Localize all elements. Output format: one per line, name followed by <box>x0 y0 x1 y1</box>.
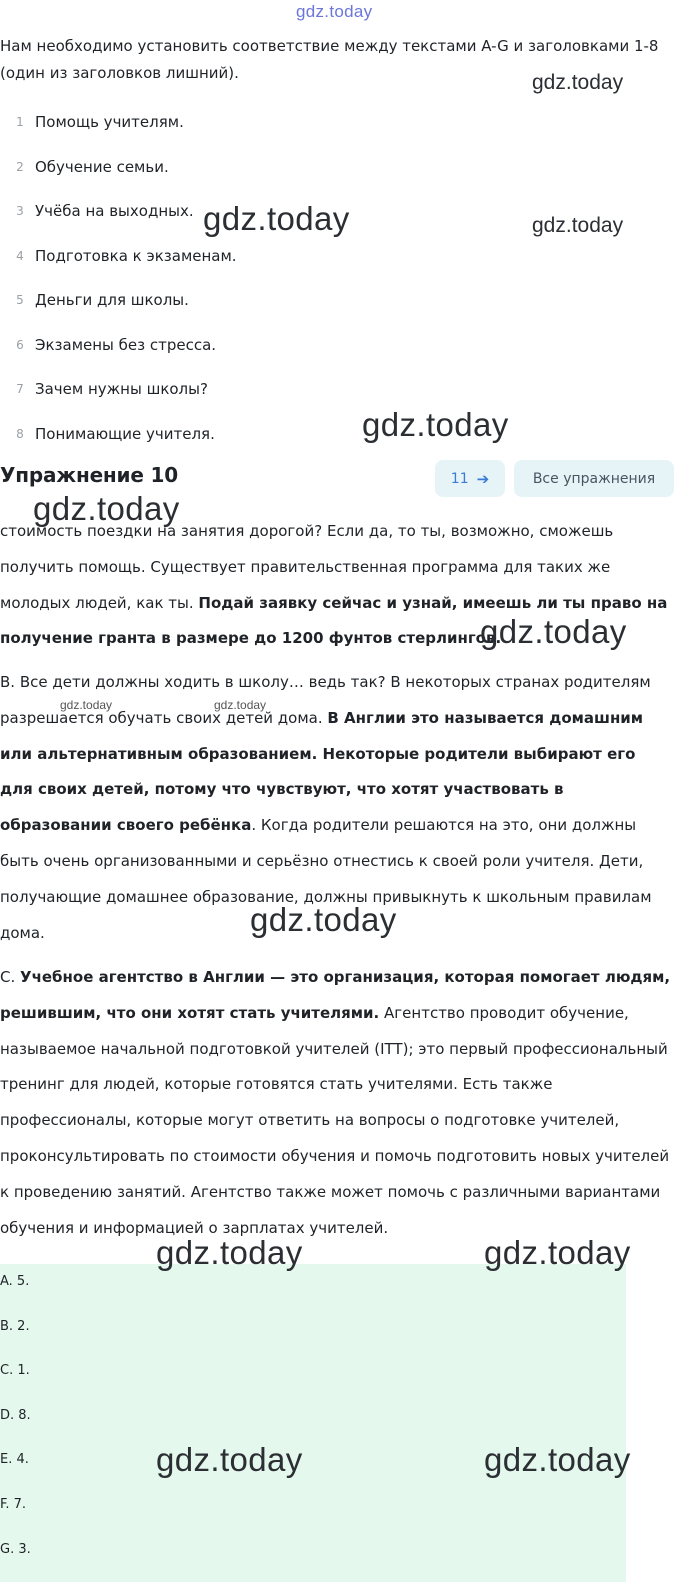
list-text: Обучение семьи. <box>35 157 169 176</box>
watermark: gdz.today <box>532 214 624 237</box>
list-text: Учёба на выходных. <box>35 202 194 221</box>
next-exercise-button[interactable] <box>435 460 505 497</box>
text-c-plain: Агентство проводит обучение, называемое начальной подготовкой учителей (ITT); это первый профессиональный тренинг для людей, которые готовятся стать учителями. Есть также профессионалы, которые могут ответить на вопросы о подготовке учителей, проконсультировать по стоимости обучения и помочь подготовить новых учителей к проведению занятий. Агентство также может помочь с различными вариантами обучения и информацией о зарплатах учителей. <box>0 1003 670 1237</box>
watermark: gdz.today <box>296 2 373 21</box>
text-c-bold: Учебное агентство в Англии — это организация, которая помогает людям, решившим, что они хотят стать учителями. <box>0 968 671 1022</box>
list-text: Зачем нужны школы? <box>35 380 208 399</box>
watermark: gdz.today <box>156 1441 303 1478</box>
watermark: gdz.today <box>362 406 509 443</box>
list-number: 4 <box>16 248 24 263</box>
list-text: Деньги для школы. <box>35 291 189 310</box>
text-b-bold: В Англии это называется домашним или альтернативным образованием. Некоторые родители выбирают его для своих детей, потому что чувствуют, что хотят участвовать в образовании своего ребёнка <box>0 708 644 835</box>
list-item <box>0 412 680 457</box>
answer-item: A. 5. <box>0 1274 30 1289</box>
text-c-prefix: C. <box>0 968 21 986</box>
list-item <box>0 278 680 323</box>
list-item <box>0 367 680 412</box>
watermark: gdz.today <box>484 1234 631 1271</box>
list-text: Экзамены без стресса. <box>35 335 217 354</box>
list-item <box>0 100 680 145</box>
headings-list <box>0 100 680 456</box>
list-number: 7 <box>16 382 24 397</box>
text-c <box>0 960 672 1246</box>
exercise-title: Упражнение 10 <box>0 463 178 487</box>
all-exercises-button[interactable]: Все упражнения <box>514 460 674 497</box>
text-a-bold: Подай заявку сейчас и узнай, имеешь ли ты право на получение гранта в размере до 1200 фунтов стерлингов. <box>0 593 668 648</box>
watermark: gdz.today <box>532 71 624 94</box>
list-item <box>0 234 680 279</box>
watermark: gdz.today <box>480 613 627 650</box>
watermark: gdz.today <box>156 1234 303 1271</box>
watermark: gdz.today <box>60 698 113 712</box>
text-b-plain-1: B. Все дети должны ходить в школу… ведь так? В некоторых странах родителям разрешается обучать своих детей дома. <box>0 673 651 727</box>
list-text: Помощь учителям. <box>35 113 184 132</box>
list-number: 6 <box>16 337 24 352</box>
list-number: 5 <box>16 293 24 308</box>
answer-item: D. 8. <box>0 1408 31 1423</box>
answers-panel <box>0 1264 626 1582</box>
text-b-plain-2: . Когда родители решаются на это, они должны быть очень организованными и серьёзно отнестись к своей роли учителя. Дети, получающие домашнее образование, должны привыкнуть к школьным правилам дома. <box>0 816 652 942</box>
list-number: 2 <box>16 159 24 174</box>
watermark: gdz.today <box>203 200 350 237</box>
watermark: gdz.today <box>33 490 180 527</box>
list-number: 8 <box>16 426 24 441</box>
list-item <box>0 145 680 190</box>
answer-item: G. 3. <box>0 1542 31 1557</box>
watermark: gdz.today <box>250 901 397 938</box>
next-exercise-label: 11 <box>450 470 469 487</box>
list-text: Понимающие учителя. <box>35 424 215 443</box>
arrow-right-icon: ➔ <box>476 469 490 488</box>
list-text: Подготовка к экзаменам. <box>35 246 237 265</box>
watermark: gdz.today <box>484 1441 631 1478</box>
answer-item: C. 1. <box>0 1363 30 1378</box>
answer-item: F. 7. <box>0 1497 27 1512</box>
text-a-plain: стоимость поездки на занятия дорогой? Если да, то ты, возможно, сможешь получить помощь. Существует правительственная программа для таких же молодых людей, как ты. <box>0 522 614 612</box>
task-intro: Нам необходимо установить соответствие между текстами A-G и заголовками 1-8 (один из заголовков лишний). <box>0 37 659 82</box>
list-item <box>0 323 680 368</box>
list-number: 1 <box>16 115 24 130</box>
watermark: gdz.today <box>214 698 267 712</box>
answer-item: B. 2. <box>0 1319 30 1334</box>
list-number: 3 <box>16 204 24 219</box>
answer-item: E. 4. <box>0 1452 29 1467</box>
